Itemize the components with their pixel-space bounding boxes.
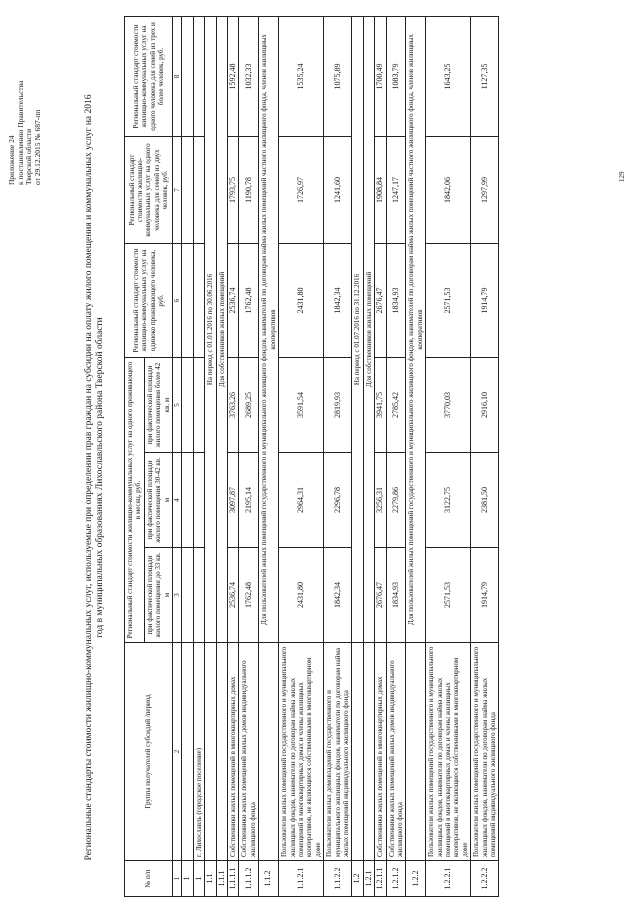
value-cell: 1592,48 [228,17,239,137]
row-group-label: Пользователи жилых помещений государственного и муниципального жилищных фондов, наниматели по договорам найма жилых помещений в многоквартирных домах и члены жилищных кооперативов, не являющиеся собственниками в многоквартирном доме [426,643,471,861]
section-row [406,17,426,897]
row-group-label: Собственники жилых помещений жилых домов индивидуального жилищного фонда [239,643,259,861]
value-cell: 1726,97 [279,137,324,244]
value-cell: 3122,75 [426,453,471,548]
header-area-33: при фактической площади жилого помещения до 33 кв. м [144,548,172,643]
empty-cell [363,643,374,861]
row-group-label: Собственники жилых помещений жилых домов индивидуального жилищного фонда [386,643,406,861]
row-group-label: Собственники жилых помещений в многоквартирных домах [228,643,239,861]
value-cell: 2279,86 [386,453,406,548]
table-row [386,17,406,897]
value-cell: 1190,78 [239,137,259,244]
section-label: Для пользователей жилых помещений государственного и муниципального жилищного фондов, нанимателей по договорам найма жилых помещений частного жилищного фонда, членов жилищных кооперативов [259,17,279,643]
value-cell: 2785,42 [386,358,406,453]
empty-cell [182,453,193,548]
row-number: 1.2.1.1 [375,861,386,897]
value-cell: 1535,24 [279,17,324,137]
empty-cell [182,244,193,358]
value-cell: 2431,80 [279,244,324,358]
value-cell: 2536,74 [228,244,239,358]
value-cell: 1247,17 [386,137,406,244]
value-cell: 1914,79 [471,548,499,643]
period-row [205,17,216,897]
section-row [259,17,279,897]
column-index: 3 [173,548,182,643]
value-cell: 1842,06 [426,137,471,244]
value-cell: 2819,93 [324,358,352,453]
row-group-label: г. Лихославль (городское поселение) [193,643,204,861]
value-cell: 1834,93 [386,548,406,643]
row-number: 1.1.1 [216,861,227,897]
value-cell: 1762,48 [239,548,259,643]
row-group-label: Пользователи жилых помещений государственного и муниципального жилищных фондов, наниматели по договорам найма жилых помещений в многоквартирных домах и члены жилищных кооперативов, не являющиеся собственниками в многоквартирном доме [279,643,324,861]
row-group-label: Собственники жилых помещений в многоквартирных домах [375,643,386,861]
row-number: 1.1.1.2 [239,861,259,897]
header-standard-group: Региональный стандарт стоимости жилищно-коммунальных услуг на одного проживающего в месяц, руб. [125,358,145,643]
value-cell: 1914,79 [471,244,499,358]
table-row [228,17,239,897]
row-number: 1.2.2.2 [471,861,499,897]
column-index: 8 [173,17,182,137]
row-number: 1 [182,861,193,897]
value-cell: 1842,34 [324,244,352,358]
row-number: 1.1.2.2 [324,861,352,897]
header-num: № п/п [125,861,173,897]
value-cell: 1075,89 [324,17,352,137]
column-index: 2 [173,643,182,861]
column-index: 5 [173,358,182,453]
value-cell: 2916,10 [471,358,499,453]
row-number: 1.2.2 [406,861,426,897]
row-number: 1.2.1 [363,861,374,897]
empty-cell [182,137,193,244]
row-group-label [182,643,193,861]
value-cell: 2689,25 [239,358,259,453]
value-cell: 1032,33 [239,17,259,137]
empty-cell [216,643,227,861]
document-title: Региональные стандарты стоимости жилищно-коммунальных услуг, используемые при определении прав граждан на субсидии на оплату жилого помещения и коммунальных услуг на 2016 год в муниципальных образованиях Лихославльского района Тверской области [84,94,105,861]
empty-cell [182,358,193,453]
empty-cell [259,643,279,861]
value-cell: 1127,35 [471,17,499,137]
header-two-person: Региональный стандарт стоимости жилищно-коммунальных услуг на одного человека для семей из двух человек, руб. [125,137,173,244]
empty-cell [193,358,204,453]
appendix-line: Приложение 24 [7,135,16,185]
value-cell: 2536,74 [228,548,239,643]
value-cell: 1834,93 [386,244,406,358]
period-row [352,17,363,897]
table-row [324,17,352,897]
header-area-42: при фактической площади жилого помещения более 42 кв. м [144,358,172,453]
value-cell: 1700,49 [375,17,386,137]
value-cell: 1793,75 [228,137,239,244]
table-row [279,17,324,897]
table-row [375,17,386,897]
section-row [216,17,227,897]
empty-cell [352,643,363,861]
row-number: 1 [193,861,204,897]
row-group-label: Пользователи жилых помещений государственного и муниципального жилищных фондов, наниматели по договорам найма жилых помещений индивидуального жилищного фонда [471,643,499,861]
table-body [182,17,499,897]
appendix-line: Тверской области [24,128,34,185]
table-row [471,17,499,897]
value-cell: 2571,53 [426,548,471,643]
empty-cell [406,643,426,861]
table-row [193,17,204,897]
row-group-label: Пользователи жилых домовладений государственного и муниципального жилищных фондов, наниматели по договорам найма жилых помещений индивидуального жилищного фонда [324,643,352,861]
table-row [426,17,471,897]
value-cell: 2676,47 [375,244,386,358]
empty-cell [193,244,204,358]
value-cell: 2964,31 [279,453,324,548]
value-cell: 2676,47 [375,548,386,643]
row-number: 1.1.1.1 [228,861,239,897]
value-cell: 3256,31 [375,453,386,548]
row-number: 1.1.2 [259,861,279,897]
standards-table [124,16,499,897]
value-cell: 2381,50 [471,453,499,548]
section-label: Для собственников жилых помещений [363,17,374,643]
period-label: На период с 01.01.2016 по 30.06.2016 [205,17,216,643]
appendix-line: от 29.12.2015 № 687-пп [32,109,42,185]
value-cell: 3097,87 [228,453,239,548]
value-cell: 1297,99 [471,137,499,244]
row-number: 1.2.2.1 [426,861,471,897]
header-group: Группа получателей субсидий /период [125,643,173,861]
value-cell: 1842,34 [324,548,352,643]
row-number: 1.2.1.2 [386,861,406,897]
value-cell: 3941,75 [375,358,386,453]
value-cell: 1643,25 [426,17,471,137]
header-three-plus: Региональный стандарт стоимости жилищно-коммунальных услуг на одного человека для семей из трех и более человек, руб. [125,17,173,137]
row-number: 1.2 [352,861,363,897]
empty-cell [193,17,204,137]
appendix-block [8,25,42,185]
section-label: Для пользователей жилых помещений государственного и муниципального жилищного фондов, нанимателей по договорам найма жилых помещений частного жилищного фонда, членов жилищных кооперативов [406,17,426,643]
value-cell: 3770,03 [426,358,471,453]
row-number: 1.1 [205,861,216,897]
header-row-1 [125,17,145,897]
empty-cell [193,137,204,244]
row-number: 1.1.2.1 [279,861,324,897]
column-index-row [173,17,182,897]
page-number: 129 [618,171,626,182]
value-cell: 1241,60 [324,137,352,244]
value-cell: 1762,48 [239,244,259,358]
value-cell: 2571,53 [426,244,471,358]
value-cell: 2296,78 [324,453,352,548]
value-cell: 2431,80 [279,548,324,643]
standards-table-wrap [124,17,499,897]
value-cell: 2195,14 [239,453,259,548]
header-area-30-42: при фактической площади жилого помещения 30-42 кв. м [144,453,172,548]
header-single: Региональный стандарт стоимости жилищно-коммунальных услуг на одиноко проживающего человека, руб. [125,244,173,358]
appendix-line: к постановлению Правительства [15,80,25,185]
value-cell: 3591,54 [279,358,324,453]
empty-cell [193,453,204,548]
value-cell: 1083,79 [386,17,406,137]
section-row [363,17,374,897]
column-index: 4 [173,453,182,548]
empty-cell [205,643,216,861]
table-row [239,17,259,897]
column-index: 6 [173,244,182,358]
column-index: 7 [173,137,182,244]
value-cell: 3763,26 [228,358,239,453]
empty-cell [193,548,204,643]
table-row [182,17,193,897]
column-index: 1 [173,861,182,897]
period-label: На период с 01.07.2016 по 31.12.2016 [352,17,363,643]
value-cell: 1908,84 [375,137,386,244]
empty-cell [182,17,193,137]
empty-cell [182,548,193,643]
section-label: Для собственников жилых помещений [216,17,227,643]
